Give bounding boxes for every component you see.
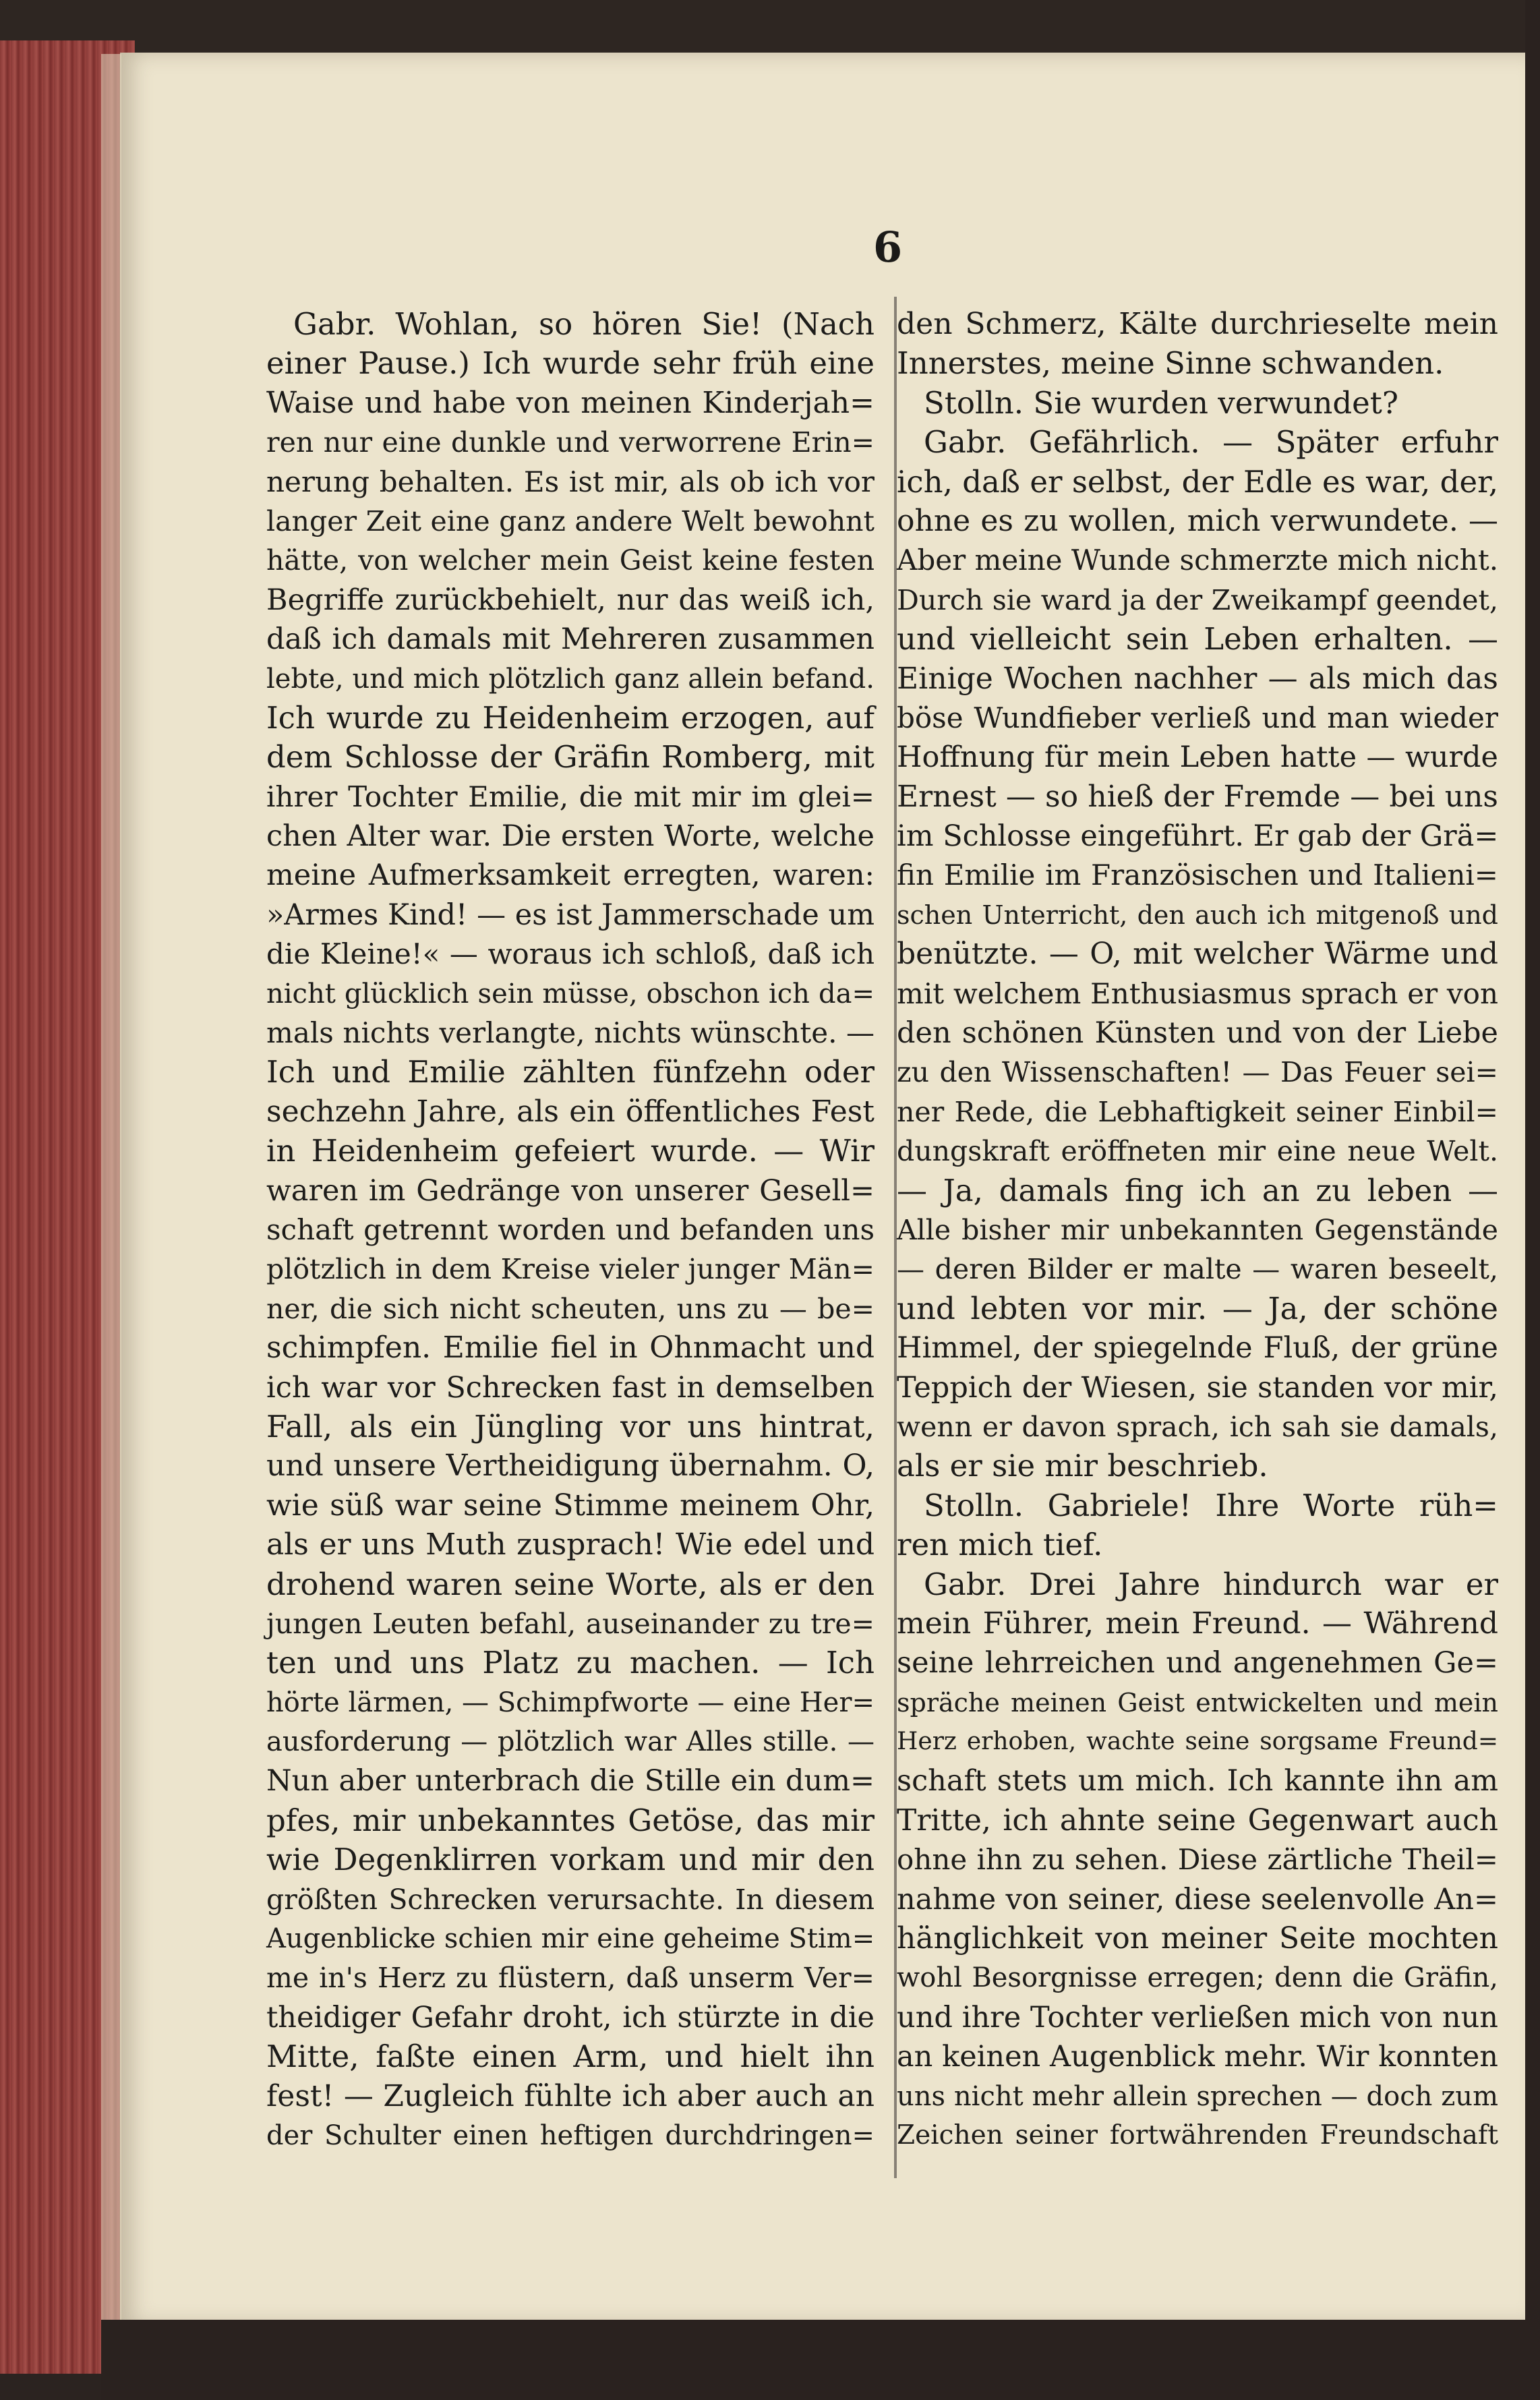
background-top xyxy=(0,0,1540,54)
text-line: chen Alter war. Die ersten Worte, welche xyxy=(266,819,875,854)
text-line: schaft getrennt worden und befanden uns xyxy=(266,1212,875,1246)
text-line: spräche meinen Geist entwickelten und mein xyxy=(897,1687,1498,1718)
text-line: ihrer Tochter Emilie, die mit mir im glei= xyxy=(266,780,875,813)
text-line: Nun aber unterbrach die Stille ein dum= xyxy=(266,1764,875,1798)
text-line: theidiger Gefahr droht, ich stürzte in die xyxy=(266,2000,875,2035)
text-line: schaft stets um mich. Ich kannte ihn am xyxy=(897,1764,1498,1798)
text-line: Ich und Emilie zählten fünfzehn oder xyxy=(266,1054,875,1090)
text-line: Fall, als ein Jüngling vor uns hintrat, xyxy=(266,1408,875,1444)
text-line: ten und uns Platz zu machen. — Ich xyxy=(266,1645,875,1681)
text-line: wenn er davon sprach, ich sah sie damals, xyxy=(897,1410,1498,1443)
text-line: Himmel, der spiegelnde Fluß, der grüne xyxy=(897,1331,1498,1366)
left-column xyxy=(266,305,875,2155)
text-line: Gabr. Wohlan, so hören Sie! (Nach xyxy=(293,306,875,342)
text-line: schimpfen. Emilie fiel in Ohnmacht und xyxy=(266,1330,875,1366)
text-line: böse Wundfieber verließ und man wieder xyxy=(897,701,1498,734)
text-line: Tritte, ich ahnte seine Gegenwart auch xyxy=(897,1803,1498,1838)
text-line: ren mich tief. xyxy=(897,1527,1103,1563)
page-number: 6 xyxy=(873,223,903,272)
text-line: Teppich der Wiesen, sie standen vor mir, xyxy=(897,1370,1498,1405)
text-line: der Schulter einen heftigen durchdringen= xyxy=(266,2119,875,2151)
text-line: ich, daß er selbst, der Edle es war, der, xyxy=(897,463,1498,500)
text-line: Augenblicke schien mir eine geheime Stim= xyxy=(266,1923,875,1955)
text-line: den Schmerz, Kälte durchrieselte mein xyxy=(897,307,1498,341)
text-line: im Schlosse eingeführt. Er gab der Grä= xyxy=(897,819,1499,854)
text-line: ohne ihn zu sehen. Diese zärtliche Theil= xyxy=(897,1843,1498,1877)
text-line: ohne es zu wollen, mich verwundete. — xyxy=(897,503,1498,538)
text-line: Aber meine Wunde schmerzte mich nicht. xyxy=(897,544,1499,577)
text-line: jungen Leuten befahl, auseinander zu tre= xyxy=(266,1607,875,1640)
text-line: Durch sie ward ja der Zweikampf geendet, xyxy=(897,583,1498,616)
text-line: größten Schrecken verursachte. In diesem xyxy=(266,1883,875,1916)
text-line: fin Emilie im Französischen und Italieni= xyxy=(897,858,1498,892)
text-line: benützte. — O, mit welcher Wärme und xyxy=(897,937,1498,972)
text-line: fest! — Zugleich fühlte ich aber auch an xyxy=(266,2078,875,2113)
text-line: dem Schlosse der Gräfin Romberg, mit xyxy=(266,739,875,775)
text-line: Begriffe zurückbehielt, nur das weiß ich, xyxy=(266,583,875,617)
text-line: mein Führer, mein Freund. — Während xyxy=(897,1606,1498,1641)
text-line: ren nur eine dunkle und verworrene Erin= xyxy=(266,426,875,459)
text-line: als er uns Muth zusprach! Wie edel und xyxy=(266,1527,875,1562)
text-line: wie süß war seine Stimme meinem Ohr, xyxy=(266,1488,875,1523)
text-line: waren im Gedränge von unserer Gesell= xyxy=(266,1173,875,1208)
text-line: hätte, von welcher mein Geist keine festen xyxy=(266,544,875,577)
text-line: daß ich damals mit Mehreren zusammen xyxy=(266,622,875,657)
text-line: Gabr. Gefährlich. — Später erfuhr xyxy=(924,424,1498,461)
text-line: und vielleicht sein Leben erhalten. — xyxy=(897,621,1498,657)
background-right xyxy=(1525,0,1540,2400)
text-line: die Kleine!« — woraus ich schloß, daß ich xyxy=(266,937,875,971)
text-line: pfes, mir unbekanntes Getöse, das mir xyxy=(266,1802,875,1838)
text-line: nahme von seiner, diese seelenvolle An= xyxy=(897,1882,1498,1916)
text-line: plötzlich in dem Kreise vieler junger Män= xyxy=(266,1253,875,1286)
text-line: me in's Herz zu flüstern, daß unserm Ver= xyxy=(266,1962,875,1995)
text-line: Alle bisher mir unbekannten Gegenstände xyxy=(897,1213,1498,1246)
text-line: Stolln. Gabriele! Ihre Worte rüh= xyxy=(924,1487,1498,1523)
text-line: Einige Wochen nachher — als mich das xyxy=(897,661,1498,696)
text-line: dungskraft eröffneten mir eine neue Welt. xyxy=(897,1135,1498,1168)
text-line: Innerstes, meine Sinne schwanden. xyxy=(897,345,1444,382)
page-stack-edge xyxy=(101,54,121,2360)
text-line: an keinen Augenblick mehr. Wir konnten xyxy=(897,2040,1498,2074)
right-column xyxy=(897,305,1498,2155)
text-line: und ihre Tochter verließen mich von nun xyxy=(897,2000,1498,2035)
text-line: Waise und habe von meinen Kinderjah= xyxy=(266,385,875,420)
text-line: »Armes Kind! — es ist Jammerschade um xyxy=(266,898,875,932)
text-line: seine lehrreichen und angenehmen Ge= xyxy=(897,1646,1498,1680)
text-line: zu den Wissenschaften! — Das Feuer sei= xyxy=(897,1056,1498,1089)
background-bottom xyxy=(101,2320,1531,2400)
text-line: Ernest — so hieß der Fremde — bei uns xyxy=(897,779,1498,814)
text-line: schen Unterricht, den auch ich mitgenoß und xyxy=(897,900,1498,930)
text-line: in Heidenheim gefeiert wurde. — Wir xyxy=(266,1133,875,1169)
text-line: Gabr. Drei Jahre hindurch war er xyxy=(924,1566,1498,1602)
text-line: Ich wurde zu Heidenheim erzogen, auf xyxy=(266,699,875,736)
text-line: Hoffnung für mein Leben hatte — wurde xyxy=(897,740,1498,775)
text-line: Zeichen seiner fortwährenden Freundschaft xyxy=(897,2119,1498,2150)
text-line: einer Pause.) Ich wurde sehr früh eine xyxy=(266,345,875,382)
text-line: den schönen Künsten und von der Liebe xyxy=(897,1016,1498,1051)
text-line: mit welchem Enthusiasmus sprach er von xyxy=(897,976,1498,1010)
text-line: nicht glücklich sein müsse, obschon ich da= xyxy=(266,978,875,1009)
text-line: — deren Bilder er malte — waren beseelt, xyxy=(897,1253,1498,1286)
text-line: Mitte, faßte einen Arm, und hielt ihn xyxy=(266,2039,875,2075)
text-line: drohend waren seine Worte, als er den xyxy=(266,1566,875,1602)
text-line: sechzehn Jahre, als ein öffentliches Fest xyxy=(266,1094,875,1129)
text-line: wohl Besorgnisse erregen; denn die Gräfin, xyxy=(897,1962,1498,1994)
text-line: Herz erhoben, wachte seine sorgsame Freund= xyxy=(897,1728,1498,1756)
text-line: hänglichkeit von meiner Seite mochten xyxy=(897,1921,1498,1956)
text-line: langer Zeit eine ganz andere Welt bewohnt xyxy=(266,504,875,537)
text-line: wie Degenklirren vorkam und mir den xyxy=(266,1842,875,1878)
text-line: und unsere Vertheidigung übernahm. O, xyxy=(266,1448,875,1484)
text-line: — Ja, damals fing ich an zu leben — xyxy=(897,1172,1498,1208)
text-line: als er sie mir beschrieb. xyxy=(897,1448,1268,1484)
text-line: uns nicht mehr allein sprechen — doch zum xyxy=(897,2080,1498,2112)
text-line: nerung behalten. Es ist mir, als ob ich vor xyxy=(266,465,875,498)
text-line: hörte lärmen, — Schimpfworte — eine Her= xyxy=(266,1687,875,1718)
text-line: Stolln. Sie wurden verwundet? xyxy=(924,384,1398,421)
text-line: ich war vor Schrecken fast in demselben xyxy=(266,1370,875,1405)
text-line: ausforderung — plötzlich war Alles stille. — xyxy=(266,1726,875,1758)
text-line: lebte, und mich plötzlich ganz allein befand. xyxy=(266,663,875,695)
text-line: meine Aufmerksamkeit erregten, waren: xyxy=(266,858,875,893)
text-line: und lebten vor mir. — Ja, der schöne xyxy=(897,1290,1498,1326)
text-line: ner, die sich nicht scheuten, uns zu — be= xyxy=(266,1292,875,1325)
text-line: mals nichts verlangte, nichts wünschte. — xyxy=(266,1016,875,1050)
text-line: ner Rede, die Lebhaftigkeit seiner Einbil= xyxy=(897,1095,1498,1128)
